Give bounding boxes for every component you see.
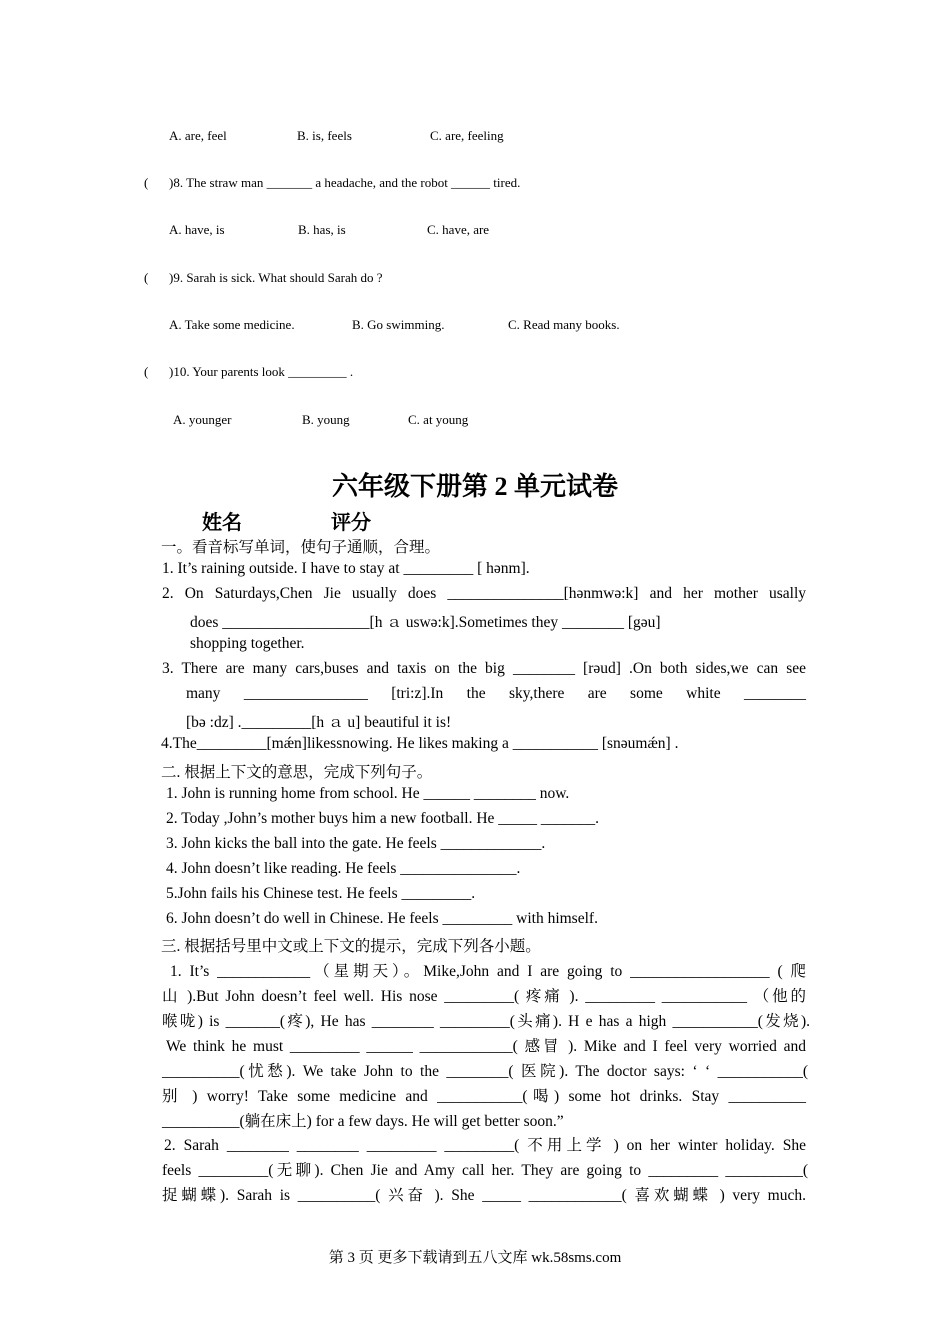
section2-sentence-1: 1. John is running home from school. He ______ ________ now. xyxy=(166,785,570,802)
section2-sentence-6: 6. John doesn’t do well in Chinese. He feels _________ with himself. xyxy=(166,910,598,927)
section1-line-3: does ___________________[h ａ uswə:k].Sometimes they ________ [gəu] xyxy=(190,614,661,631)
page-title: 六年级下册第 2 单元试卷 xyxy=(331,472,618,501)
section1-line-8: 4.The_________[mǽn]likessnowing. He likes making a ___________ [snəumǽn] . xyxy=(161,735,679,752)
q10-option-a: A. younger xyxy=(173,412,232,427)
section1-line-4: shopping together. xyxy=(190,635,305,652)
q8-option-c: C. have, are xyxy=(427,222,490,237)
q8-option-a: A. have, is xyxy=(169,222,225,237)
name-label: 姓名 xyxy=(202,512,242,534)
q9-option-b: B. Go swimming. xyxy=(352,317,445,332)
section2-sentence-3: 3. John kicks the ball into the gate. He feels _____________. xyxy=(166,835,546,852)
section1-line-6: many ________________ [tri:z].In the sky,there are some white ________ xyxy=(186,685,806,702)
q8-option-b: B. has, is xyxy=(298,222,346,237)
section3-passage1-line-2: 山 ).But John doesn’t feel well. His nose _________( 疼痛 ). _________ ___________ （他的 xyxy=(162,988,806,1005)
section1-line-2: 2. On Saturdays,Chen Jie usually does _______________[hənmwə:k] and her mother usally xyxy=(162,585,806,602)
q9-option-a: A. Take some medicine. xyxy=(169,317,295,332)
score-label: 评分 xyxy=(331,512,371,534)
q10-option-c: C. at young xyxy=(408,412,469,427)
section3-passage2-line-3: 捉蝴蝶). Sarah is __________( 兴奋 ). She _____ ____________( 喜欢蝴蝶 ) very much. xyxy=(162,1187,806,1204)
section2-heading: 二. 根据上下文的意思，完成下列句子。 xyxy=(161,764,433,781)
section3-passage2-line-2: feels _________(无聊). Chen Jie and Amy call her. They are going to _________ __________( xyxy=(162,1162,808,1179)
q9-text: )9. Sarah is sick. What should Sarah do ? xyxy=(169,270,383,285)
section3-passage1-line-3: 喉咙) is _______(疼), He has ________ _________(头痛). H e has a high ___________(发烧). xyxy=(162,1013,810,1030)
section2-sentence-5: 5.John fails his Chinese test. He feels _________. xyxy=(166,885,476,902)
q7-option-b: B. is, feels xyxy=(297,128,352,143)
q10-paren: ( xyxy=(144,364,149,379)
section3-passage1-line-7: __________(躺在床上) for a few days. He will get better soon.” xyxy=(162,1113,564,1130)
section3-passage1-line-5: __________(忧愁). We take John to the ________( 医院). The doctor says: ‘ ‘ ___________( xyxy=(162,1063,808,1080)
section2-sentence-4: 4. John doesn’t like reading. He feels _______________. xyxy=(166,860,521,877)
section3-passage2-line-1: 2. Sarah ________ ________ _________ _________( 不用上学 ) on her winter holiday. She xyxy=(164,1137,806,1154)
q10-text: )10. Your parents look _________ . xyxy=(169,364,354,379)
q7-option-a: A. are, feel xyxy=(169,128,227,143)
section1-line-7: [bə :dz] ._________[h ａ u] beautiful it is! xyxy=(186,714,452,731)
page-footer: 第 3 页 更多下载请到五八文库 wk.58sms.com xyxy=(328,1250,622,1266)
q7-option-c: C. are, feeling xyxy=(430,128,504,143)
q9-option-c: C. Read many books. xyxy=(508,317,620,332)
section3-passage1-line-4: We think he must _________ ______ ____________( 感冒 ). Mike and I feel very worried and xyxy=(166,1038,806,1055)
section3-heading: 三. 根据括号里中文或上下文的提示，完成下列各小题。 xyxy=(161,938,541,955)
q8-text: )8. The straw man _______ a headache, and the robot ______ tired. xyxy=(169,175,521,190)
q10-option-b: B. young xyxy=(302,412,350,427)
q8-paren: ( xyxy=(144,175,149,190)
section1-heading: 一。看音标写单词，使句子通顺，合理。 xyxy=(161,539,441,556)
section3-passage1-line-6: 别 ) worry! Take some medicine and ___________(喝) some hot drinks. Stay __________ xyxy=(162,1088,806,1105)
q9-paren: ( xyxy=(144,270,149,285)
section1-line-1: 1. It’s raining outside. I have to stay at _________ [ hənm]. xyxy=(162,560,530,577)
section1-line-5: 3. There are many cars,buses and taxis on the big ________ [rəud] .On both sides,we can see xyxy=(162,660,806,677)
section2-sentence-2: 2. Today ,John’s mother buys him a new football. He _____ _______. xyxy=(166,810,600,827)
section3-passage1-line-1: 1. It’s ____________（星期天）。Mike,John and I are going to __________________ ( 爬 xyxy=(170,963,806,980)
